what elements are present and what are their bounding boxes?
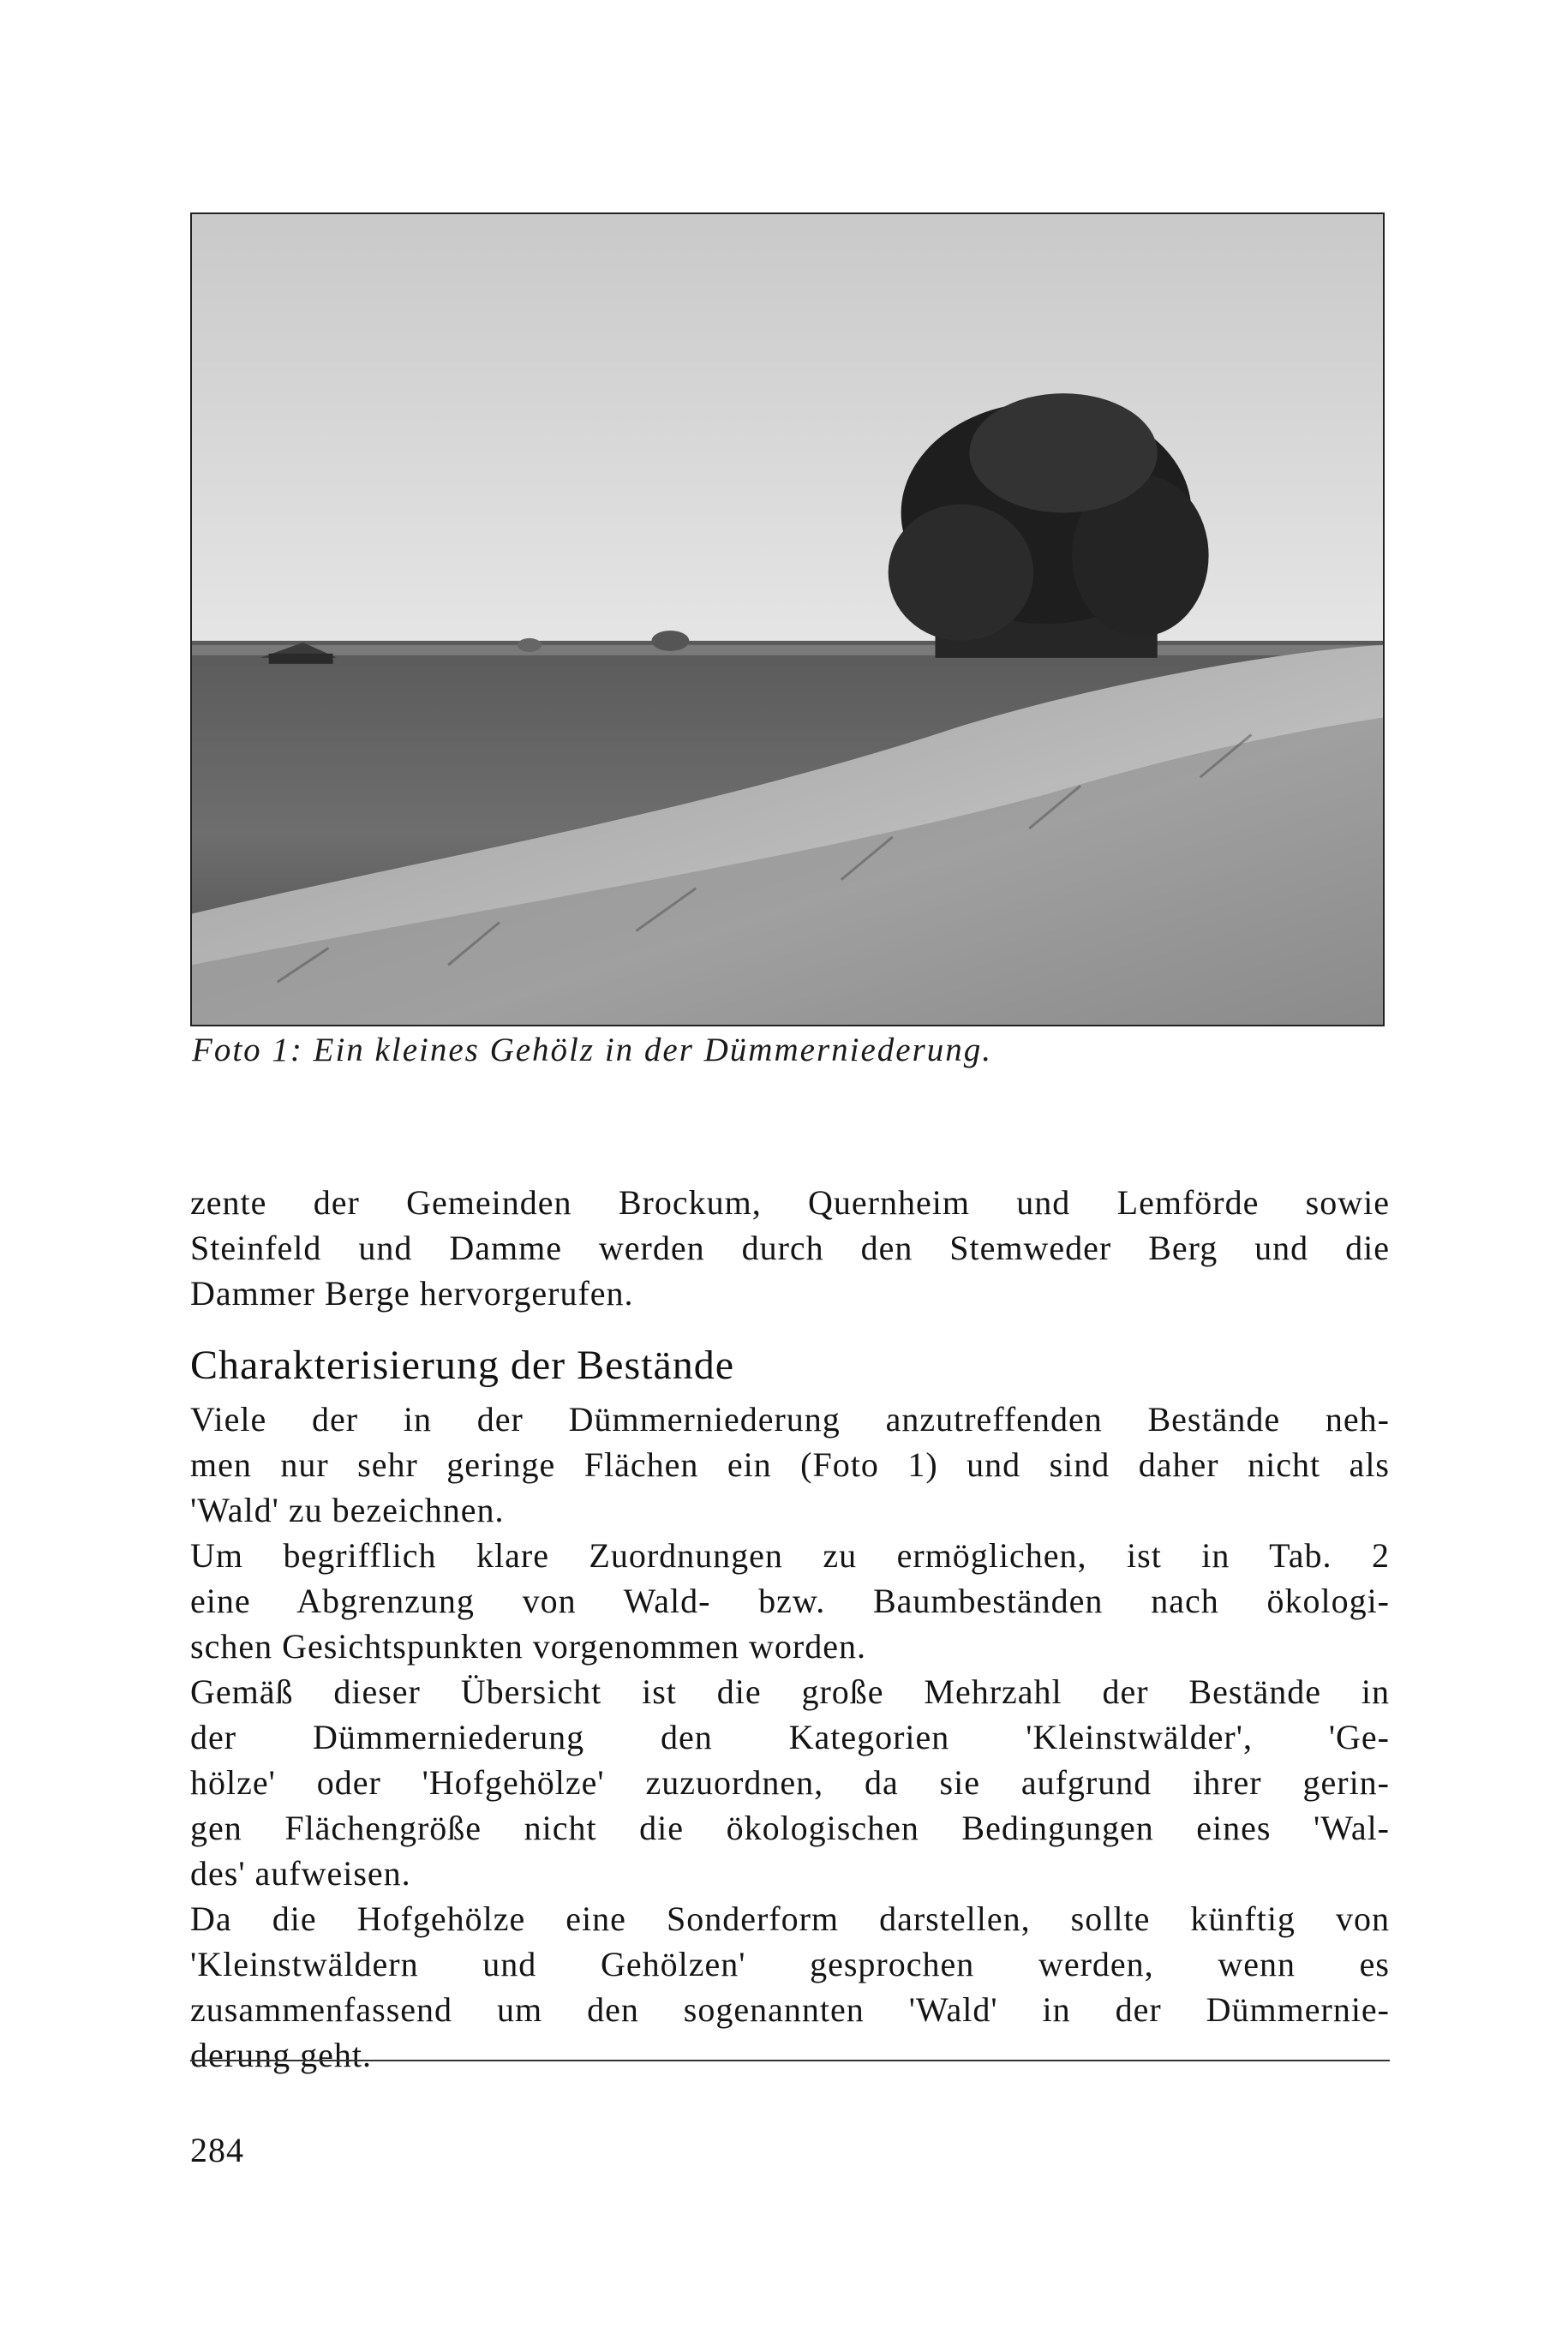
text-line: zusammenfassend um den sogenannten 'Wald' in der Dümmernie-: [190, 1990, 1390, 2029]
text-line: der Dümmerniederung den Kategorien 'Kleinstwälder', 'Ge-: [190, 1718, 1390, 1756]
photo-small-grove: [190, 212, 1385, 1026]
page-number: 284: [190, 2131, 244, 2169]
section-body: [190, 1397, 1390, 2078]
text-line: Steinfeld und Damme werden durch den Stemweder Berg und die: [190, 1229, 1390, 1267]
photo-caption: Foto 1: Ein kleines Gehölz in der Dümmerniederung.: [192, 1032, 993, 1068]
text-line: hölze' oder 'Hofgehölze' zuzuordnen, da sie aufgrund ihrer gerin-: [190, 1763, 1390, 1802]
text-line: derung geht.: [190, 2036, 372, 2074]
text-line: 'Kleinstwäldern und Gehölzen' gesprochen werden, wenn es: [190, 1945, 1390, 1983]
text-line: Um begrifflich klare Zuordnungen zu ermöglichen, ist in Tab. 2: [190, 1536, 1390, 1575]
text-line: des' aufweisen.: [190, 1854, 411, 1893]
grove-field-photo: [192, 214, 1383, 1025]
text-line: Dammer Berge hervorgerufen.: [190, 1274, 634, 1313]
text-line: gen Flächengröße nicht die ökologischen Bedingungen eines 'Wal-: [190, 1809, 1390, 1847]
text-line: men nur sehr geringe Flächen ein (Foto 1) und sind daher nicht als: [190, 1445, 1390, 1484]
intro-paragraph: [190, 1180, 1390, 1316]
footer-rule: [190, 2060, 1390, 2061]
text-line: Viele der in der Dümmerniederung anzutreffenden Bestände neh-: [190, 1400, 1390, 1439]
text-line: Da die Hofgehölze eine Sonderform darstellen, sollte künftig von: [190, 1899, 1390, 1938]
text-line: schen Gesichtspunkten vorgenommen worden.: [190, 1627, 866, 1666]
text-line: Gemäß dieser Übersicht ist die große Mehrzahl der Bestände in: [190, 1672, 1390, 1711]
text-line: 'Wald' zu bezeichnen.: [190, 1491, 505, 1529]
text-line: eine Abgrenzung von Wald- bzw. Baumbeständen nach ökologi-: [190, 1582, 1390, 1620]
text-line: zente der Gemeinden Brockum, Quernheim und Lemförde sowie: [190, 1183, 1390, 1222]
section-heading: Charakterisierung der Bestände: [190, 1343, 735, 1388]
